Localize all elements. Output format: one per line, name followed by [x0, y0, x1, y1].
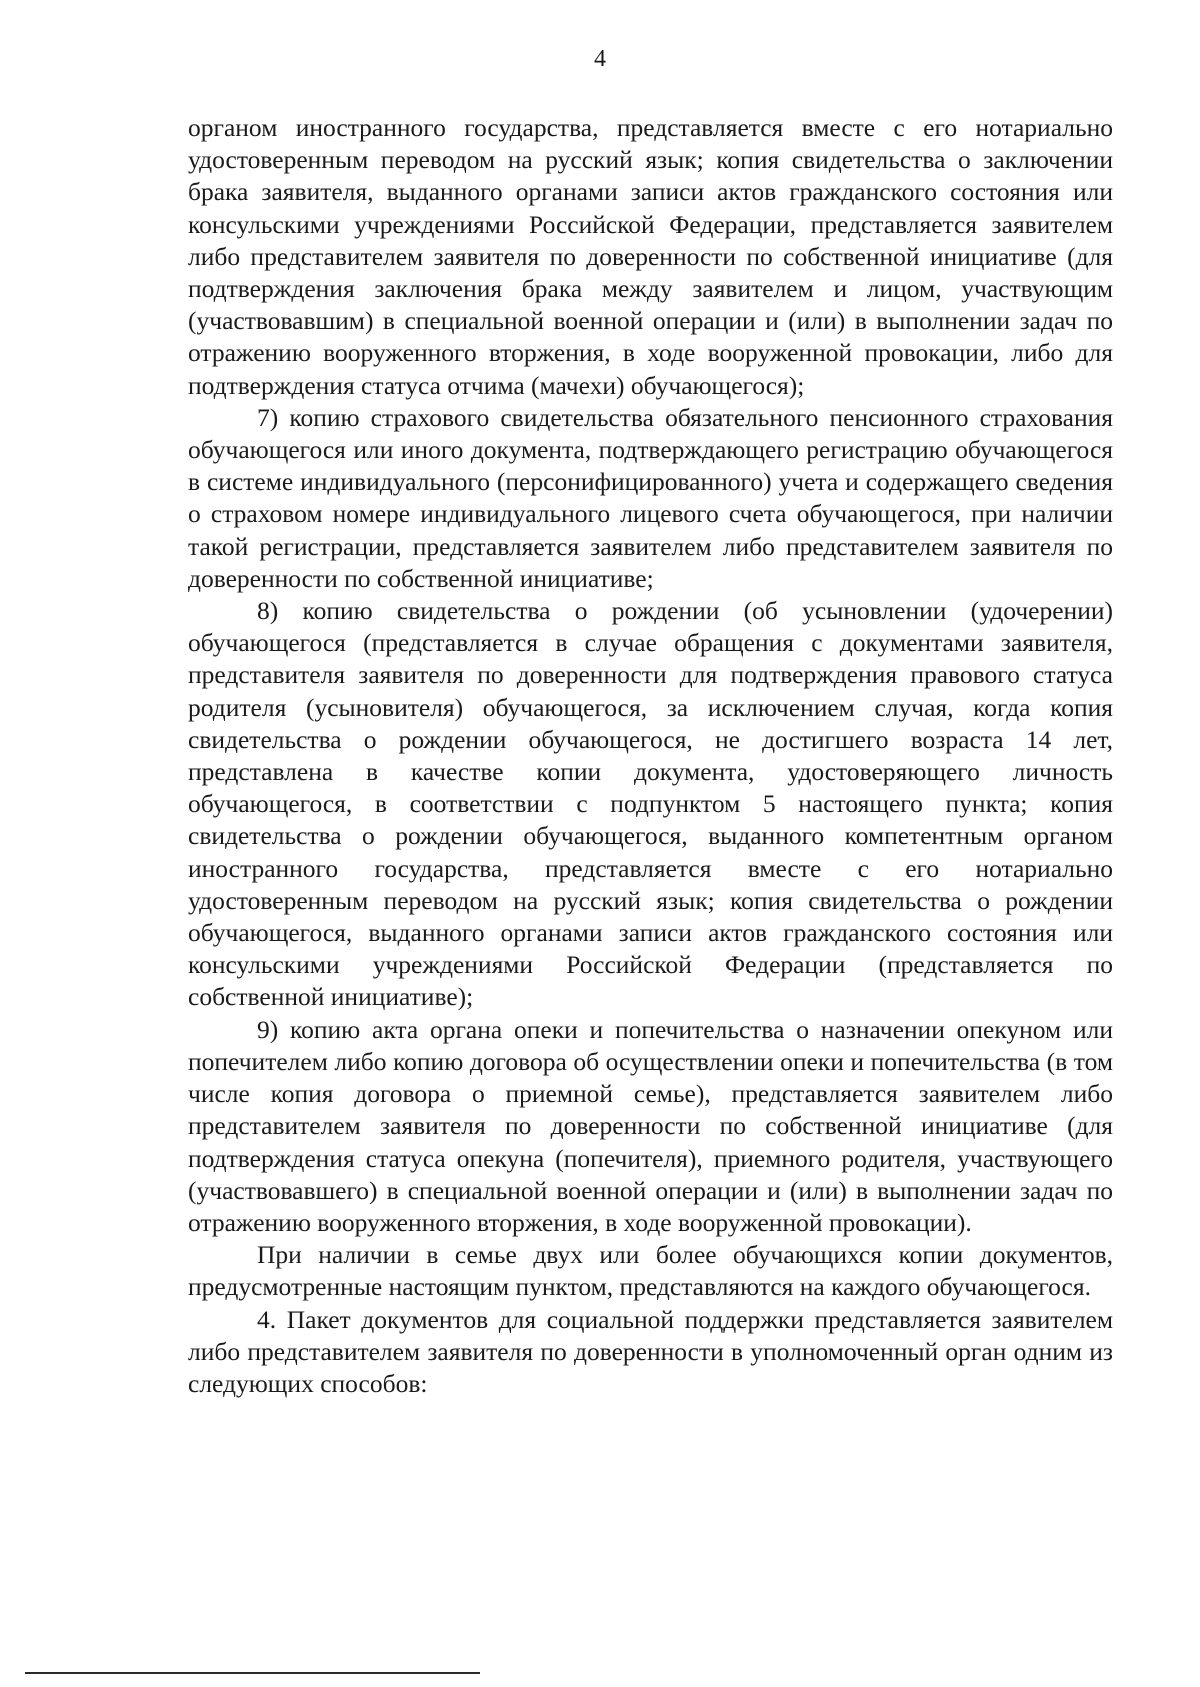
- page-number: 4: [594, 46, 606, 72]
- paragraph-item-9: 9) копию акта органа опеки и попечительства о назначении опекуном или попечителем либо копию договора об осуществлении опеки и попечительства (в том числе копия договора о приемной семье), представляется заявителем либо представителем заявителя по доверенности по собственной инициативе (для подтверждения статуса опекуна (попечителя), приемного родителя, участвующего (участвовавшего) в специальной военной операции и (или) в выполнении задач по отражению вооруженного вторжения, в ходе вооруженной провокации).: [188, 1014, 1113, 1237]
- document-body: [188, 112, 1113, 1400]
- paragraph-multiple-students: При наличии в семье двух или более обучающихся копии документов, предусмотренные настоящим пунктом, представляются на каждого обучающегося.: [188, 1240, 1113, 1302]
- paragraph-continuation: органом иностранного государства, представляется вместе с его нотариально удостоверенным переводом на русский язык; копия свидетельства о заключении брака заявителя, выданного органами записи актов гражданского состояния или консульскими учреждениями Российской Федерации, представляется заявителем либо представителем заявителя по доверенности по собственной инициативе (для подтверждения заключения брака между заявителем и лицом, участвующим (участвовавшим) в специальной военной операции и (или) в выполнении задач по отражению вооруженного вторжения, в ходе вооруженной провокации, либо для подтверждения статуса отчима (мачехи) обучающегося);: [188, 113, 1113, 400]
- paragraph-item-8: 8) копию свидетельства о рождении (об усыновлении (удочерении) обучающегося (представляется в случае обращения с документами заявителя, представителя заявителя по доверенности для подтверждения правового статуса родителя (усыновителя) обучающегося, за исключением случая, когда копия свидетельства о рождении обучающегося, не достигшего возраста 14 лет, представлена в качестве копии документа, удостоверяющего личность обучающегося, в соответствии с подпунктом 5 настоящего пункта; копия свидетельства о рождении обучающегося, выданного компетентным органом иностранного государства, представляется вместе с его нотариально удостоверенным переводом на русский язык; копия свидетельства о рождении обучающегося, выданного органами записи актов гражданского состояния или консульскими учреждениями Российской Федерации (представляется по собственной инициативе);: [188, 596, 1113, 1012]
- footnote-divider: [25, 1672, 480, 1674]
- paragraph-clause-4: 4. Пакет документов для социальной поддержки представляется заявителем либо представителем заявителя по доверенности в уполномоченный орган одним из следующих способов:: [188, 1304, 1113, 1398]
- paragraph-item-7: 7) копию страхового свидетельства обязательного пенсионного страхования обучающегося или иного документа, подтверждающего регистрацию обучающегося в системе индивидуального (персонифицированного) учета и содержащего сведения о страховом номере индивидуального лицевого счета обучающегося, при наличии такой регистрации, представляется заявителем либо представителем заявителя по доверенности по собственной инициативе;: [188, 402, 1113, 593]
